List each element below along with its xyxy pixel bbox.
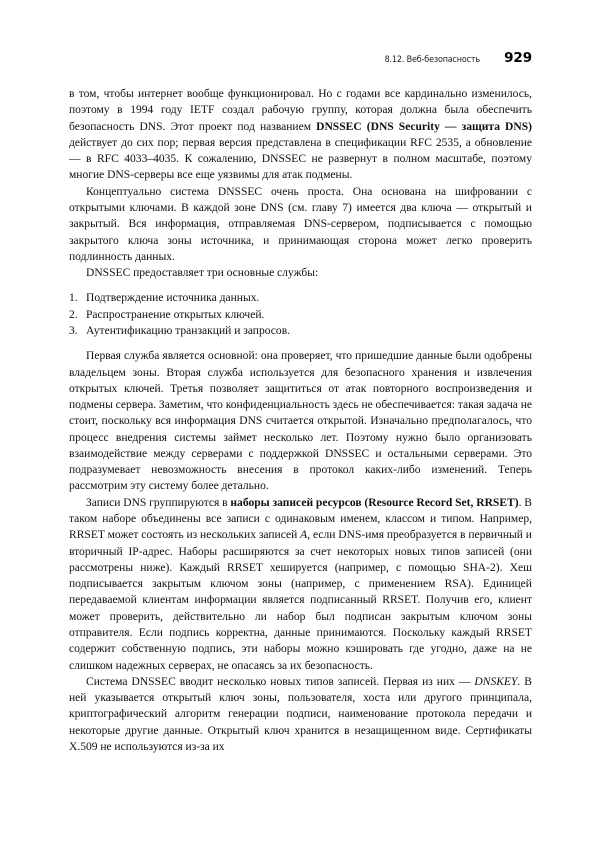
list-item-marker: 3. (69, 324, 78, 337)
paragraph (69, 265, 532, 281)
list-bottom-spacer (69, 339, 532, 348)
italic-term: A (300, 529, 308, 542)
body-text-column (69, 86, 532, 755)
text-run: Система DNSSEC вводит несколько новых типов записей. Первая из них — (86, 675, 475, 688)
text-run: , если DNS-имя преобразуется в первичный и вторичный IP-адрес. Наборы расширяются за счет некоторых новых типов записей (они рассмотрены ниже). Каждый RRSET хешируется (например, с помощью SHA-2). Хеш подписывается закрытым ключом зоны (например, с применением RSA). Единицей передаваемой клиентам информации является подписанный RRSET. Получив его, клиент может проверить, действительно ли набор был подписан закрытым ключом зоны отправителя. Если подпись корректна, данные принимаются. Поскольку каждый RRSET содержит собственную подпись, эти наборы можно кэшировать где угодно, даже на не слишком надежных серверах, не опасаясь за их безопасность. (69, 529, 532, 672)
page-number: 929 (504, 50, 532, 66)
list-item (69, 290, 532, 306)
italic-term: DNSKEY (474, 675, 518, 688)
text-run: Записи DNS группируются в (86, 496, 231, 509)
paragraph-group-after-list (69, 348, 532, 755)
text-run: действует до сих пор; первая версия представлена в спецификации RFC 2535, а обновление — в RFC 4033–4035. К сожалению, DNSSEC не развернут в полном масштабе, поэтому многие DNS-серверы все еще уязвимы для атак подмены. (69, 136, 532, 182)
header-section-title: 8.12. Веб-безопасность (385, 55, 481, 65)
paragraph (69, 86, 532, 184)
paragraph-group-before-list (69, 86, 532, 281)
text-run: Первая служба является основной: она проверяет, что пришедшие данные были одобрены владельцем зоны. Вторая служба используется для безопасного хранения и извлечения открытых ключей. Третья позволяет защититься от атак повторного воспроизведения и подмены сервера. Заметим, что конфиденциальность здесь не обеспечивается: такая задача не стоит, поскольку вся информация DNS считается открытой. Изначально предполагалось, что процесс внедрения системы займет несколько лет. Поэтому нужно было организовать взаимодействие между серверами с поддержкой DNSSEC и остальными серверами. Это подразумевает невозможность внесения в протокол каких-либо изменений. Теперь рассмотрим эту систему более детально. (69, 350, 532, 493)
bold-term: наборы записей ресурсов (Resource Record Set, RRSET) (230, 496, 519, 509)
paragraph (69, 495, 532, 674)
text-run: DNSSEC предоставляет три основные службы: (86, 267, 319, 280)
text-run: Концептуально система DNSSEC очень проста. Она основана на шифровании с открытыми ключами. В каждой зоне DNS (см. главу 7) имеется два ключа — открытый и закрытый. Вся информация, отправляемая DNS-сервером, подписывается с помощью закрытого ключа зоны источника, и принимающая сторона может легко проверить подлинность данных. (69, 185, 532, 263)
list-item-text: Распространение открытых ключей. (86, 308, 265, 321)
text-run: в том, чтобы интернет вообще функционировал. Но с годами все кардинально изменилось, поэтому в 1994 году IETF создал рабочую группу, которая должна была обеспечить безопасность DNS. Этот проект под названием (69, 88, 532, 133)
text-run: . В таком наборе объединены все записи с одинаковым именем, классом и типом. Например, RRSET может состоять из нескольких записей (69, 496, 532, 542)
list-top-spacer (69, 281, 532, 290)
paragraph (69, 674, 532, 755)
list-item-marker: 2. (69, 308, 78, 321)
bold-term: DNSSEC (DNS Security — защита DNS) (316, 120, 532, 133)
list-item (69, 323, 532, 339)
paragraph (69, 184, 532, 265)
list-item-text: Аутентификацию транзакций и запросов. (86, 324, 291, 337)
list-item-text: Подтверждение источника данных. (86, 292, 260, 305)
list-item-marker: 1. (69, 292, 78, 305)
paragraph (69, 348, 532, 495)
running-header (69, 50, 532, 70)
text-run: . В ней указывается открытый ключ зоны, пользователя, хоста или другого принципала, криптографический алгоритм генерации подписи, наименование протокола передачи и некоторые другие данные. Открытый ключ хранится в незащищенном виде. Сертификаты X.509 не используются из-за их (69, 675, 532, 753)
list-item (69, 307, 532, 323)
services-numbered-list (69, 290, 532, 339)
